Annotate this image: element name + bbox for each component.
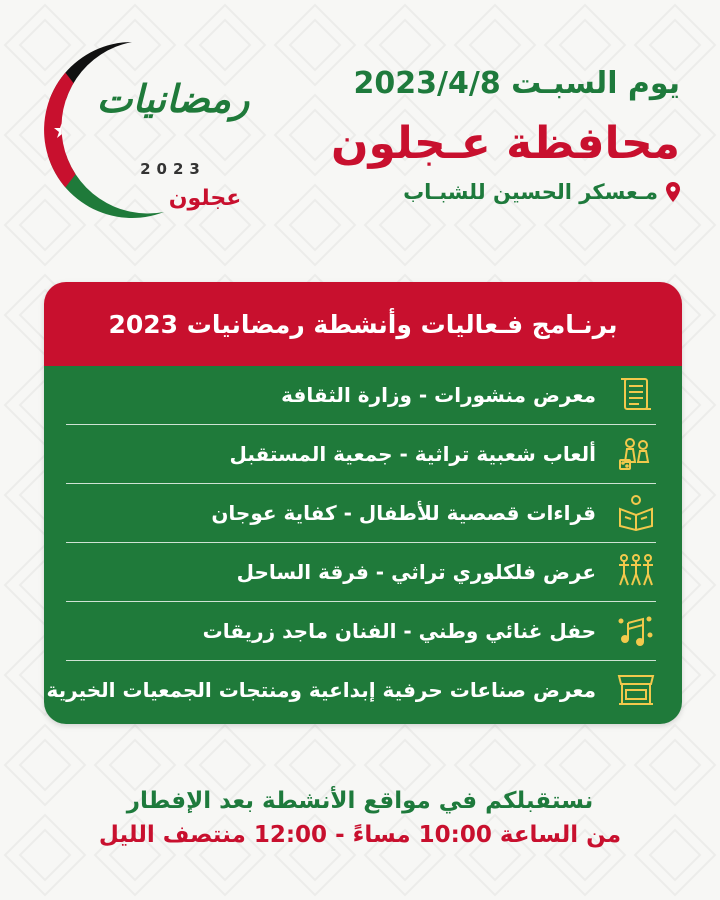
program-list (44, 366, 682, 724)
event-hours: من الساعة 10:00 مساءً - 12:00 منتصف الليل (98, 822, 622, 848)
governorate-title: محافظة عـجلون (330, 118, 680, 169)
event-date: يوم السبـت 2023/4/8 (353, 66, 680, 101)
list-item (46, 661, 656, 719)
scroll-icon (610, 375, 656, 415)
welcome-note: نستقبلكم في مواقع الأنشطة بعد الإفطار (126, 788, 594, 814)
program-title: برنـامج فـعاليات وأنشطة رمضانيات 2023 (44, 282, 682, 366)
list-item-label: معرض منشورات - وزارة الثقافة (281, 383, 596, 407)
market-stall-icon (610, 670, 656, 710)
folk-dancers-icon (610, 552, 656, 592)
location-text: مـعسكر الحسين للشبـاب (403, 180, 658, 204)
list-item (66, 543, 656, 602)
list-item-label: عرض فلكلوري تراثي - فرقة الساحل (236, 560, 596, 584)
music-notes-icon (610, 611, 656, 651)
logo-year: 2023 (140, 160, 206, 178)
program-card (44, 282, 682, 724)
list-item-label: حفل غنائي وطني - الفنان ماجد زريقات (202, 619, 596, 643)
game-pieces-icon (610, 434, 656, 474)
list-item-label: قراءات قصصية للأطفال - كفاية عوجان (211, 501, 596, 525)
list-item-label: ألعاب شعبية تراثية - جمعية المستقبل (229, 442, 596, 466)
event-location (280, 180, 680, 204)
list-item (66, 602, 656, 661)
location-pin-icon (666, 182, 680, 202)
list-item (66, 366, 656, 425)
logo-script-text: رمضانيات (96, 76, 250, 121)
list-item-label: معرض صناعات حرفية إبداعية ومنتجات الجمعيات الخيرية (46, 678, 596, 702)
reading-book-icon (610, 493, 656, 533)
list-item (66, 484, 656, 543)
logo-city: عجلون (168, 186, 242, 211)
list-item (66, 425, 656, 484)
